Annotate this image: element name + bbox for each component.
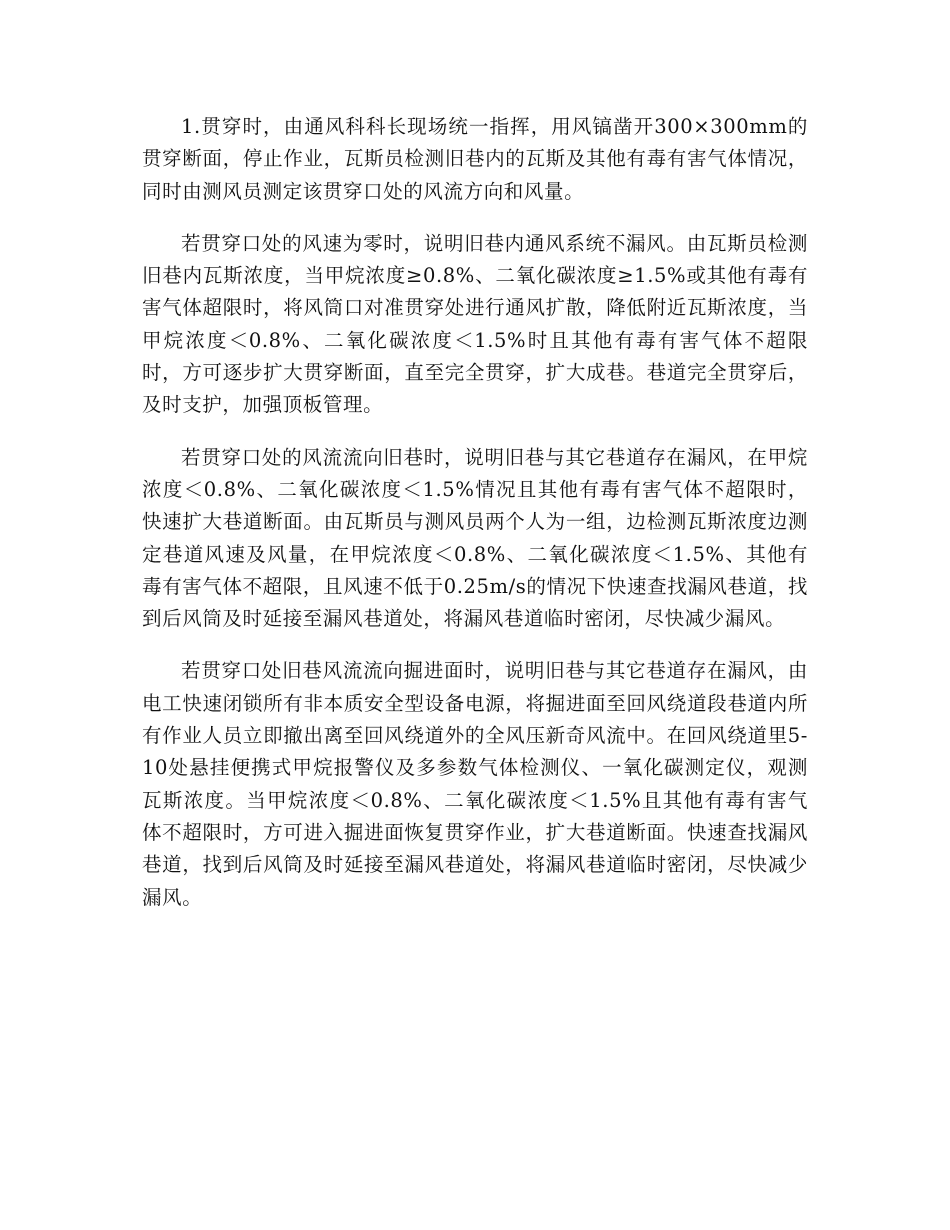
document-body	[142, 111, 808, 914]
paragraph-4: 若贯穿口处旧巷风流流向掘进面时，说明旧巷与其它巷道存在漏风，由电工快速闭锁所有非本质安全型设备电源，将掘进面至回风绕道段巷道内所有作业人员立即撤出离至回风绕道外的全风压新奇风流中。在回风绕道里5-10处悬挂便携式甲烷报警仪及多参数气体检测仪、一氧化碳测定仪，观测瓦斯浓度。当甲烷浓度＜0.8%、二氧化碳浓度＜1.5%且其他有毒有害气体不超限时，方可进入掘进面恢复贯穿作业，扩大巷道断面。快速查找漏风巷道，找到后风筒及时延接至漏风巷道处，将漏风巷道临时密闭，尽快减少漏风。	[142, 659, 808, 909]
paragraph-2: 若贯穿口处的风速为零时，说明旧巷内通风系统不漏风。由瓦斯员检测旧巷内瓦斯浓度，当甲烷浓度≥0.8%、二氧化碳浓度≥1.5%或其他有毒有害气体超限时，将风筒口对准贯穿处进行通风扩散，降低附近瓦斯浓度，当甲烷浓度＜0.8%、二氧化碳浓度＜1.5%时且其他有毒有害气体不超限时，方可逐步扩大贯穿断面，直至完全贯穿，扩大成巷。巷道完全贯穿后，及时支护，加强顶板管理。	[142, 231, 808, 417]
paragraph-3: 若贯穿口处的风流流向旧巷时，说明旧巷与其它巷道存在漏风，在甲烷浓度＜0.8%、二氧化碳浓度＜1.5%情况且其他有毒有害气体不超限时，快速扩大巷道断面。由瓦斯员与测风员两个人为一组，边检测瓦斯浓度边测定巷道风速及风量，在甲烷浓度＜0.8%、二氧化碳浓度＜1.5%、其他有毒有害气体不超限，且风速不低于0.25m/s的情况下快速查找漏风巷道，找到后风筒及时延接至漏风巷道处，将漏风巷道临时密闭，尽快减少漏风。	[142, 445, 808, 631]
paragraph-1: 1.贯穿时，由通风科科长现场统一指挥，用风镐凿开300×300mm的贯穿断面，停止作业，瓦斯员检测旧巷内的瓦斯及其他有毒有害气体情况，同时由测风员测定该贯穿口处的风流方向和风量。	[142, 115, 808, 203]
